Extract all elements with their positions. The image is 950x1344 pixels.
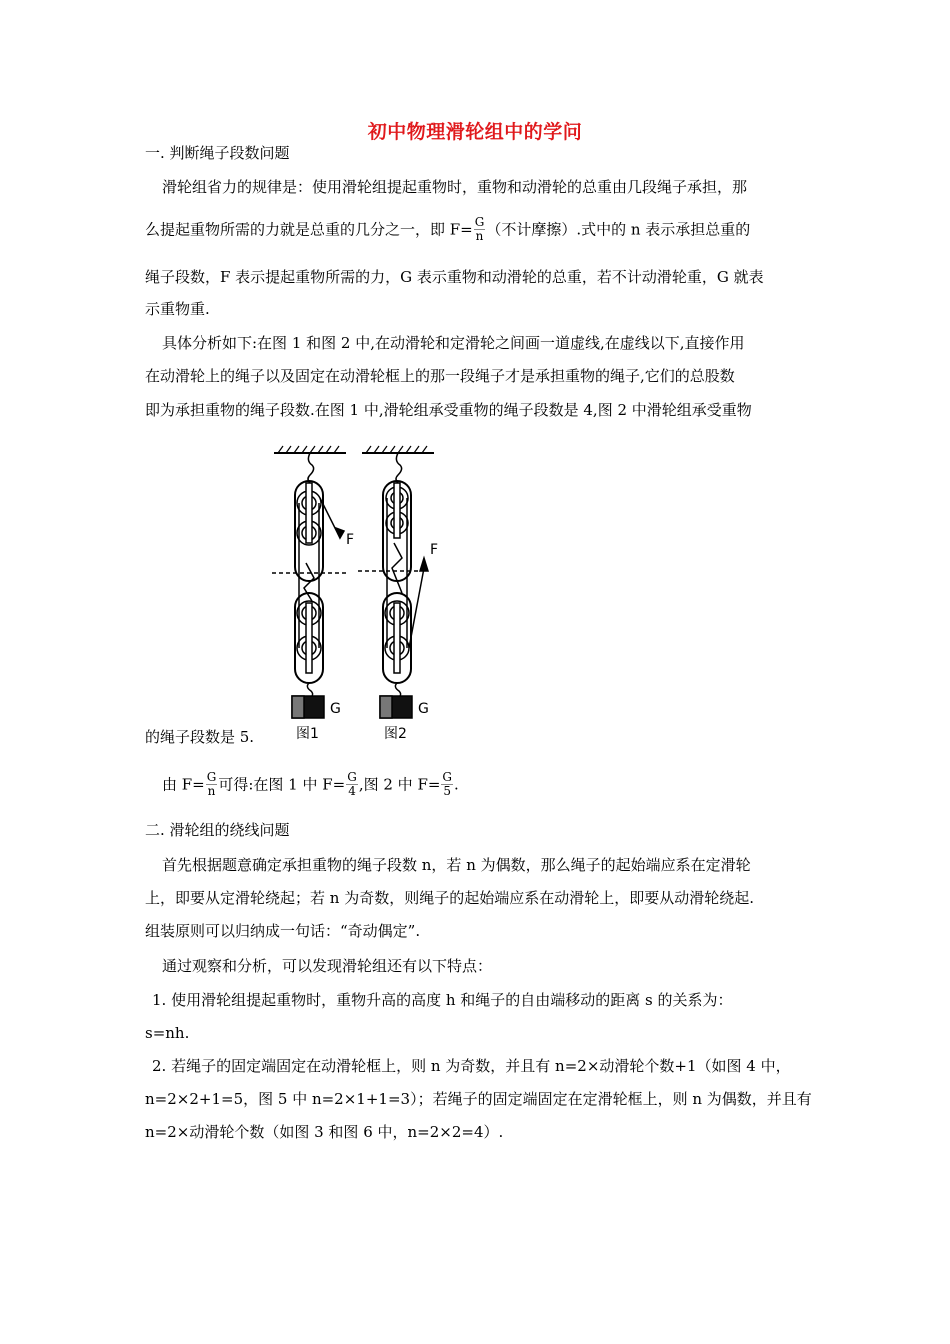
pulley-diagram (268, 443, 448, 743)
weight-label-fig1: G (330, 701, 341, 717)
fraction-denominator: n (475, 229, 484, 243)
figure-2-caption: 图2 (384, 726, 407, 742)
fraction-numerator: G (347, 770, 357, 784)
section-2-heading: 二. 滑轮组的绕线问题 (145, 821, 290, 839)
paragraph-line-with-formula (145, 217, 750, 244)
list-item-1-line: 1. 使用滑轮组提起重物时，重物升高的高度 h 和绳子的自由端移动的距离 s 的关系为： (152, 991, 733, 1009)
fraction-numerator: G (206, 770, 217, 784)
paragraph-line: 绳子段数，F 表示提起重物所需的力，G 表示重物和动滑轮的总重，若不计动滑轮重，G 就表 (145, 268, 764, 286)
paragraph-line: 滑轮组省力的规律是：使用滑轮组提起重物时，重物和动滑轮的总重由几段绳子承担，那 (162, 178, 748, 196)
list-item-2-line: n=2×2+1=5，图 5 中 n=2×1+1=3）；若绳子的固定端固定在定滑轮框上，则 n 为偶数，并且有 (145, 1090, 812, 1108)
list-item-2-line: 2. 若绳子的固定端固定在动滑轮框上，则 n 为奇数，并且有 n=2×动滑轮个数+1（如图 4 中， (152, 1057, 791, 1075)
paragraph-line: 示重物重. (145, 300, 210, 318)
paragraph-line: 上，即要从定滑轮绕起；若 n 为奇数，则绳子的起始端应系在动滑轮上，即要从动滑轮绕起. (145, 889, 754, 907)
fraction-numerator: G (442, 770, 453, 784)
fraction-denominator: 4 (348, 784, 356, 798)
text-run: （不计摩擦）.式中的 n 表示承担总重的 (486, 220, 751, 239)
force-label-fig2: F (430, 542, 439, 558)
text-run: ,图 2 中 F= (358, 775, 441, 794)
paragraph-line: 具体分析如下:在图 1 和图 2 中,在动滑轮和定滑轮之间画一道虚线,在虚线以下,直接作用 (162, 334, 745, 352)
figure-1-caption: 图1 (296, 726, 319, 742)
text-run: . (454, 775, 459, 794)
paragraph-line: 的绳子段数是 5. (145, 728, 255, 746)
fraction-g-over-n (474, 216, 486, 243)
text-run: 么提起重物所需的力就是总重的几分之一，即 F= (145, 220, 473, 239)
paragraph-line: 首先根据题意确定承担重物的绳子段数 n，若 n 为偶数，那么绳子的起始端应系在定滑轮 (162, 856, 751, 874)
force-label-fig1: F (346, 532, 355, 548)
paragraph-line: 在动滑轮上的绳子以及固定在动滑轮框上的那一段绳子才是承担重物的绳子,它们的总股数 (145, 367, 735, 385)
fraction-g-over-4 (346, 771, 358, 798)
list-item-1-line: s=nh. (145, 1024, 190, 1042)
list-item-2-line: n=2×动滑轮个数（如图 3 和图 6 中，n=2×2=4）. (145, 1123, 504, 1141)
fraction-g-over-n (206, 771, 218, 798)
paragraph-line: 通过观察和分析，可以发现滑轮组还有以下特点： (162, 957, 493, 975)
fraction-denominator: 5 (443, 784, 452, 798)
paragraph-line: 组装原则可以归纳成一句话：“奇动偶定”. (145, 922, 421, 940)
weight-label-fig2: G (418, 701, 429, 717)
text-run: 由 F= (162, 775, 205, 794)
section-1-heading: 一. 判断绳子段数问题 (145, 144, 290, 162)
page-title: 初中物理滑轮组中的学问 (367, 121, 583, 143)
fraction-numerator: G (474, 215, 485, 229)
fraction-denominator: n (207, 784, 216, 798)
paragraph-line: 即为承担重物的绳子段数.在图 1 中,滑轮组承受重物的绳子段数是 4,图 2 中滑轮组承受重物 (145, 401, 752, 419)
text-run: 可得:在图 1 中 F= (218, 775, 346, 794)
fraction-g-over-5 (441, 771, 453, 798)
formula-line (162, 772, 459, 799)
